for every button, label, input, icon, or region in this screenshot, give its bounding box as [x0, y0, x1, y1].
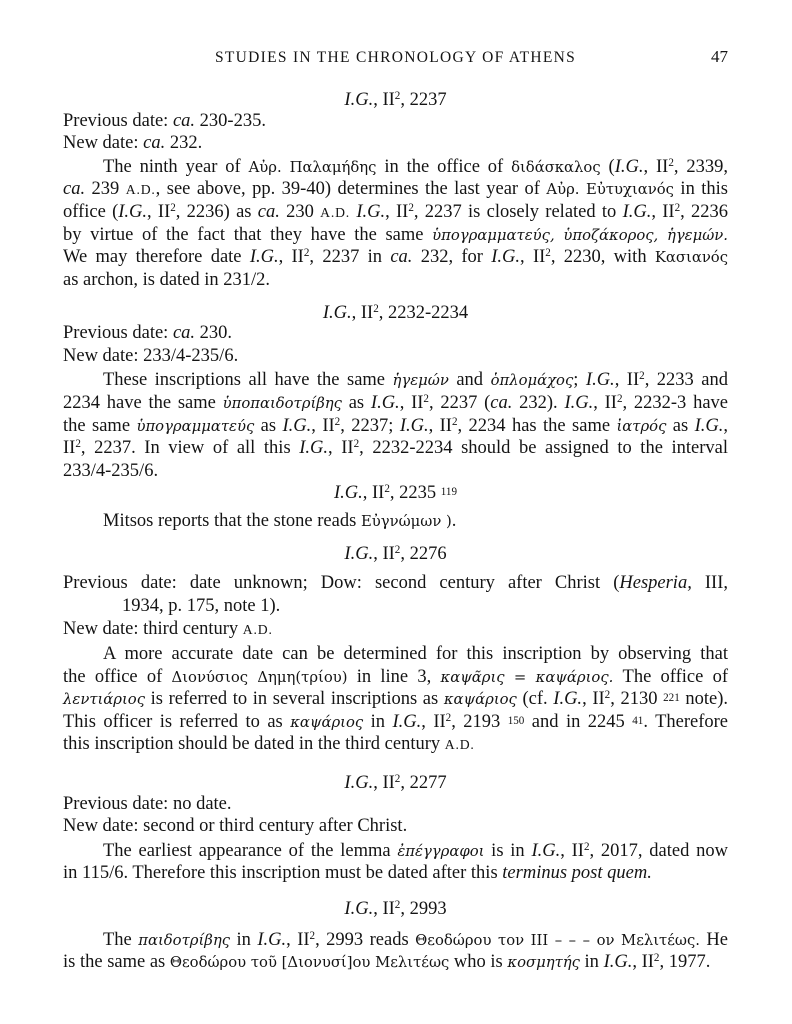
text-line	[63, 201, 728, 223]
superscript-numeral: 2	[394, 898, 401, 911]
text-line	[63, 862, 728, 884]
text-run: , II	[147, 202, 171, 222]
text-run: , II	[399, 393, 424, 413]
text-run: in	[579, 952, 604, 972]
greek-text: Διονύσιος Δημη(τρίου)	[171, 669, 348, 686]
text-run: The	[103, 930, 139, 950]
small-caps-text: A.D.	[242, 622, 273, 637]
text-line	[63, 110, 728, 132]
text-line	[63, 733, 728, 755]
italic-text: I.G.	[694, 416, 724, 436]
text-run: , 2993 reads	[315, 930, 416, 950]
section-heading	[63, 543, 728, 565]
text-run: New date: third century	[63, 619, 243, 639]
italic-text: I.G.	[344, 773, 374, 793]
text-line	[63, 460, 728, 482]
text-line	[63, 415, 728, 437]
text-run: 233/4-235/6.	[63, 461, 159, 481]
section-heading	[63, 772, 728, 794]
italic-text: ca.	[490, 393, 513, 413]
italic-text: ca.	[172, 111, 196, 131]
running-title: STUDIES IN THE CHRONOLOGY OF ATHENS	[214, 49, 577, 66]
text-run: The ninth year of	[103, 157, 249, 177]
text-line	[63, 595, 728, 617]
text-run: , 2277	[400, 773, 447, 793]
text-run: , II	[311, 416, 335, 436]
italic-text: I.G.	[622, 202, 652, 222]
text-line	[63, 793, 728, 815]
text-run: , 2232-2234 should be assigned to the interval	[359, 438, 728, 458]
text-run: , 2130	[610, 689, 664, 709]
text-run: , II	[373, 544, 395, 564]
greek-italic-text: ἐπέγγραφοι	[397, 843, 485, 860]
text-run: , 2237	[400, 90, 447, 110]
text-run: , II	[328, 438, 354, 458]
text-run: Previous date: no date.	[63, 794, 232, 814]
italic-text: I.G.	[553, 689, 583, 709]
text-run: , 2233 and	[644, 370, 729, 390]
text-run: as	[666, 416, 695, 436]
italic-text: I.G.	[118, 202, 148, 222]
footnote-reference: 119	[440, 485, 457, 498]
text-run: The office of	[613, 667, 729, 687]
text-run: is in	[484, 841, 532, 861]
italic-text: terminus post quem.	[502, 863, 652, 883]
text-run: , see above, pp. 39-40) determines the last year of	[155, 179, 547, 199]
superscript-numeral: 2	[604, 688, 611, 701]
superscript-numeral: 2	[334, 415, 341, 428]
section-heading	[63, 302, 728, 324]
text-run: , 1977.	[659, 952, 711, 972]
italic-text: ca.	[257, 202, 280, 222]
italic-text: I.G.	[282, 416, 312, 436]
text-run: , 2232-2234	[378, 303, 469, 323]
superscript-numeral: 2	[394, 89, 401, 102]
superscript-numeral: 2	[394, 772, 401, 785]
text-run: , 2193	[451, 712, 508, 732]
text-run: , II	[373, 773, 395, 793]
text-run: II	[63, 438, 76, 458]
italic-text: ca.	[172, 323, 196, 343]
italic-text: I.G.	[491, 247, 521, 267]
text-run: , II	[643, 157, 669, 177]
italic-text: I.G.	[392, 712, 422, 732]
text-run: , 2232-3 have	[622, 393, 728, 413]
greek-text: Θεοδώρου τοῦ [Διονυσί]ου Μελιτέως	[169, 954, 450, 971]
superscript-numeral: 2	[445, 711, 452, 724]
text-run: in 115/6. Therefore this inscription must be dated after this	[63, 863, 503, 883]
italic-text: I.G.	[249, 247, 279, 267]
superscript-numeral: 2	[394, 543, 401, 556]
text-line	[63, 951, 728, 973]
text-line	[63, 156, 728, 178]
text-line	[63, 666, 728, 688]
text-line	[63, 688, 728, 710]
text-run: , 2236	[680, 202, 728, 222]
text-line	[63, 510, 728, 532]
text-line	[63, 322, 728, 344]
footnote-reference: 41	[632, 714, 644, 727]
superscript-numeral: 2	[303, 246, 310, 259]
greek-italic-text: ἡγεμών	[392, 372, 449, 389]
text-run: , II	[560, 841, 584, 861]
text-run: , II	[385, 202, 409, 222]
greek-italic-text: ὑπογραμματεύς, ὑποζάκορος, ἡγεμών.	[432, 227, 729, 244]
greek-italic-text: λεντιάριος	[63, 691, 145, 708]
section-heading	[63, 482, 728, 504]
text-run: 232, for	[412, 247, 492, 267]
text-line	[63, 711, 728, 733]
greek-text: Αὐρ. Παλαμήδης	[248, 159, 377, 176]
italic-text: I.G.	[344, 544, 374, 564]
italic-text: ca.	[63, 179, 86, 199]
superscript-numeral: 2	[423, 392, 429, 405]
text-line	[63, 345, 728, 367]
text-run: He	[699, 930, 728, 950]
text-run: New date:	[63, 133, 144, 153]
text-run: , II	[651, 202, 675, 222]
greek-text: Θεοδώρου τον ΙΙΙ – – – ον Μελιτέως.	[415, 932, 700, 949]
text-run: and in 2245	[524, 712, 633, 732]
italic-text: I.G.	[531, 841, 561, 861]
italic-text: I.G.	[344, 899, 374, 919]
text-run: Previous date:	[63, 111, 173, 131]
italic-text: I.G.	[356, 202, 386, 222]
text-run: This officer is referred to as	[63, 712, 291, 732]
text-run: by virtue of the fact that they have the same	[63, 225, 433, 245]
text-line	[63, 369, 728, 391]
text-run: who is	[449, 952, 508, 972]
superscript-numeral: 2	[408, 201, 414, 214]
greek-italic-text: ὑποπαιδοτρίβης	[222, 395, 342, 412]
text-run: New date: 233/4-235/6.	[63, 346, 239, 366]
small-caps-text: A.D.	[125, 182, 156, 197]
superscript-numeral: 2	[451, 415, 458, 428]
text-run: , 2339,	[673, 157, 728, 177]
text-run: in line 3,	[347, 667, 441, 687]
superscript-numeral: 2	[639, 369, 645, 382]
greek-italic-text: καψᾶρις = καψάριος.	[440, 669, 614, 686]
text-run: , 2276	[400, 544, 447, 564]
superscript-numeral: 2	[353, 437, 360, 450]
text-run: III,	[691, 573, 729, 593]
text-run: as archon, is dated in 231/2.	[63, 270, 271, 290]
text-run: the same	[63, 416, 137, 436]
text-run: in this	[673, 179, 728, 199]
superscript-numeral: 2	[668, 156, 674, 169]
superscript-numeral: 2	[309, 929, 316, 942]
text-run: ;	[573, 370, 586, 390]
text-run: in	[363, 712, 393, 732]
text-run: and	[448, 370, 491, 390]
text-run: , 2230, with	[550, 247, 655, 267]
text-run: 232.	[165, 133, 203, 153]
text-line	[63, 246, 728, 268]
text-run: , II	[362, 483, 385, 503]
text-run: , 2237 is closely related to	[413, 202, 623, 222]
text-run: , 2237;	[340, 416, 400, 436]
text-run: , 2993	[400, 899, 447, 919]
italic-text: ca.	[143, 133, 166, 153]
text-line	[63, 815, 728, 837]
text-run: is referred to in several inscriptions as	[145, 689, 444, 709]
italic-text: I.G.	[370, 393, 400, 413]
text-line	[63, 269, 728, 291]
text-run: .	[451, 511, 457, 531]
text-line	[63, 132, 728, 154]
text-run: 232).	[512, 393, 565, 413]
text-run: , II	[278, 247, 304, 267]
text-run: 1934, p. 175, note 1).	[122, 596, 281, 616]
small-caps-text: A.D.	[320, 205, 351, 220]
italic-text: I.G.	[299, 438, 329, 458]
text-run: , II	[373, 90, 395, 110]
text-run: , II	[428, 416, 452, 436]
text-run: , 2237 (	[428, 393, 491, 413]
text-line	[63, 840, 728, 862]
superscript-numeral: 2	[170, 201, 176, 214]
text-run: , II	[373, 899, 395, 919]
text-run: , 2234 has the same	[457, 416, 617, 436]
text-run: 230-235.	[195, 111, 266, 131]
footnote-reference: 221	[663, 691, 680, 704]
italic-text: ca.	[390, 247, 413, 267]
greek-text: Κασιανός	[654, 249, 729, 266]
text-run: , II	[286, 930, 310, 950]
greek-text: Εὐγνώμων )	[360, 513, 452, 530]
superscript-numeral: 2	[674, 201, 681, 214]
text-run: Mitsos reports that the stone reads	[103, 511, 361, 531]
text-run: in	[229, 930, 258, 950]
greek-italic-text: καψάριος	[290, 714, 364, 731]
italic-text: I.G.	[399, 416, 429, 436]
footnote-reference: 150	[507, 714, 525, 727]
text-run: as	[254, 416, 283, 436]
text-line	[63, 178, 728, 200]
greek-italic-text: ὁπλομάχος	[490, 372, 574, 389]
section-heading	[63, 898, 728, 920]
superscript-numeral: 2	[653, 951, 660, 964]
italic-text: I.G.	[322, 303, 352, 323]
text-line	[63, 643, 728, 665]
text-run: 2234 have the same	[63, 393, 223, 413]
text-run: , 2017, dated now	[589, 841, 728, 861]
text-run: 230	[279, 202, 321, 222]
italic-text: I.G.	[257, 930, 287, 950]
text-run: , II	[582, 689, 605, 709]
greek-italic-text: ὑπογραμματεύς	[136, 418, 255, 435]
text-run: We may therefore date	[63, 247, 250, 267]
text-run: is the same as	[63, 952, 170, 972]
text-run: (	[600, 157, 615, 177]
text-line	[63, 392, 728, 414]
text-line	[63, 572, 728, 594]
text-run: , 2237. In view of all this	[80, 438, 300, 458]
text-run: , II	[421, 712, 446, 732]
greek-text: Αὐρ. Εὐτυχιανός	[546, 181, 674, 198]
text-run: as	[341, 393, 371, 413]
text-run: 239	[85, 179, 126, 199]
superscript-numeral: 2	[75, 437, 81, 450]
text-run: office (	[63, 202, 119, 222]
text-run: New date: second or third century after Christ.	[63, 816, 408, 836]
text-run: in the office of	[376, 157, 512, 177]
italic-text: Hesperia,	[619, 573, 692, 593]
text-run: ,	[723, 416, 729, 436]
greek-italic-text: κοσμητής	[507, 954, 580, 971]
text-run: These inscriptions all have the same	[103, 370, 393, 390]
greek-italic-text: παιδοτρίβης	[138, 932, 230, 949]
text-line	[63, 224, 728, 246]
text-run: , 2235	[389, 483, 441, 503]
text-line	[63, 437, 728, 459]
italic-text: I.G.	[585, 370, 615, 390]
text-run: this inscription should be dated in the third century	[63, 734, 445, 754]
superscript-numeral: 2	[384, 482, 390, 495]
text-run: A more accurate date can be determined for this inscription by observing that	[103, 644, 728, 664]
superscript-numeral: 2	[545, 246, 551, 259]
italic-text: I.G.	[614, 157, 644, 177]
text-run: , II	[520, 247, 546, 267]
text-run: note).	[679, 689, 729, 709]
text-run: The earliest appearance of the lemma	[103, 841, 398, 861]
text-run: . Therefore	[643, 712, 728, 732]
text-run: , II	[632, 952, 654, 972]
superscript-numeral: 2	[583, 840, 590, 853]
text-run: , II	[593, 393, 617, 413]
text-line	[63, 618, 728, 640]
section-heading	[63, 89, 728, 111]
text-run: , 2236) as	[175, 202, 258, 222]
page-number: 47	[711, 47, 728, 66]
text-run: 230.	[195, 323, 233, 343]
superscript-numeral: 2	[373, 302, 379, 315]
italic-text: I.G.	[344, 90, 374, 110]
text-run: , 2237 in	[309, 247, 391, 267]
superscript-numeral: 2	[616, 392, 623, 405]
text-run: , II	[351, 303, 374, 323]
text-line	[63, 929, 728, 951]
text-run: the office of	[63, 667, 172, 687]
text-run: (cf.	[516, 689, 554, 709]
italic-text: I.G.	[333, 483, 363, 503]
greek-italic-text: καψάριος	[443, 691, 517, 708]
greek-italic-text: ἰατρός	[616, 418, 667, 435]
text-run: Previous date:	[63, 323, 173, 343]
text-run: Previous date: date unknown; Dow: second century after Christ (	[63, 573, 620, 593]
italic-text: I.G.	[564, 393, 594, 413]
text-run: , II	[614, 370, 640, 390]
small-caps-text: A.D.	[444, 737, 475, 752]
greek-text: διδάσκαλος	[511, 159, 601, 176]
italic-text: I.G.	[603, 952, 633, 972]
